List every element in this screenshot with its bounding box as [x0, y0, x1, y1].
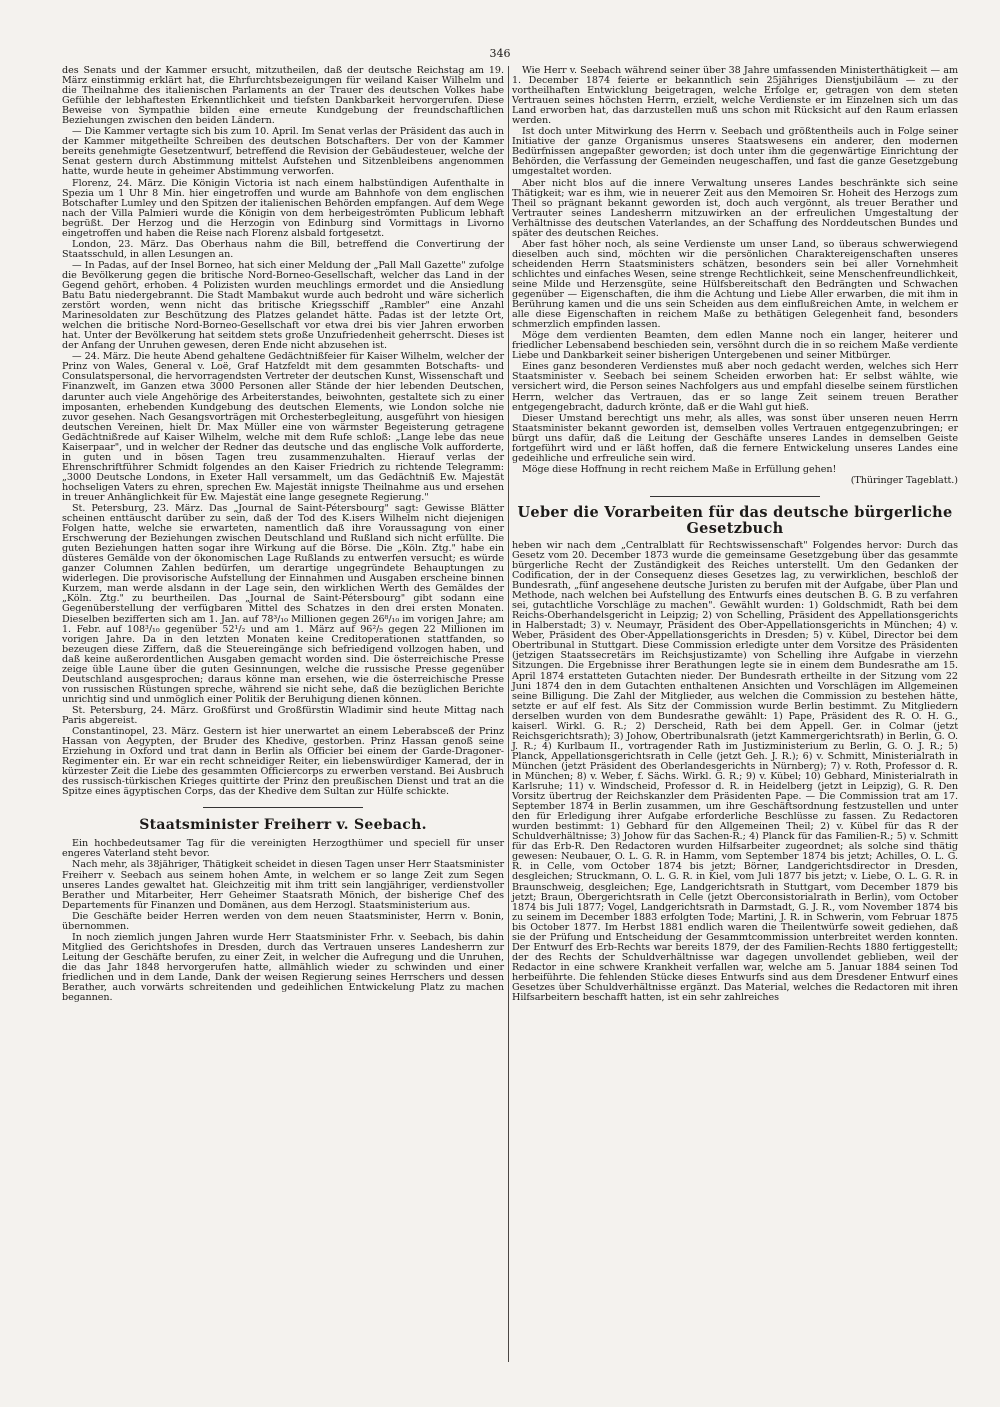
article-headline: Ueber die Vorarbeiten für das deutsche bürgerliche Gesetzbuch [517, 503, 953, 537]
article-paragraph: heben wir nach dem „Centralblatt für Rechtswissenschaft" Folgendes hervor: Durch das Gesetz vom 20. December 1873 wurde die gemeinsame Gesetzgebung über das gesammte bürgerliche Recht der Zuständigkeit des Reiches unterstellt. Um den Gedanken der Codification, der in der Consequenz dieses Gesetzes lag, zu verwirklichen, beschloß der Bundesrath, „fünf angesehene deutsche Juristen zu berufen mit der Aufgabe, über Plan und Methode, nach welchen bei Aufstellung des Entwurfs eines deutschen B. G. B zu verfahren sei, gutachtliche Vorschläge zu machen". Gewählt wurden: 1) Goldschmidt, Rath bei dem Reichs-Oberhandelsgericht in Leipzig; 2) von Schelling, Präsident des Appellationsgerichts in Halberstadt; 3) v. Neumayr, Präsident des Ober-Appellationsgerichts in München; 4) v. Weber, Präsident des Ober-Appellationsgerichts in Dresden; 5) v. Kübel, Director bei dem Obertribunal in Stuttgart. Diese Commission erledigte unter dem Vorsitze des Präsidenten (jetzigen Staatssecretärs im Reichsjustizamte) von Schelling ihre Aufgabe in vierzehn Sitzungen. Die Ergebnisse ihrer Berathungen legte sie in einem dem Bundesrathe am 15. April 1874 erstatteten Gutachten nieder. Der Bundesrath ertheilte in der Sitzung vom 22 Juni 1874 den in dem Gutachten enthaltenen Ansichten und Vorschlägen im Allgemeinen seine Billigung. Die Zahl der Mitglieder, aus welchen die Commission zu bestehen hätte, setzte er auf elf fest. Als Sitz der Commission wurde Berlin bestimmt. Zu Mitgliedern derselben wurden von dem Bundesrathe gewählt: 1) Pape, Präsident des R. O. H. G., kaiserl. Wirkl. G. R.; 2) Derscheid, Rath bei dem Appell. Ger. in Colmar (jetzt Reichsgerichtsrath); 3) Johow, Obertribunalsrath (jetzt Kammergerichtsrath) in Berlin, G. O. J. R.; 4) Kurlbaum II., vortragender Rath im Justizministerium zu Berlin, G. O. J. R.; 5) Planck, Appellationsgerichtsrath in Celle (jetzt Geh. J. R.); 6) v. Schmitt, Ministerialrath in München (jetzt Präsident des Oberlandesgerichts in Nürnberg); 7) v. Roth, Professor d. R. in München; 8) v. Weber, f. Sächs. Wirkl. G. R.; 9) v. Kübel; 10) Gebhard, Ministerialrath in Karlsruhe; 11) v. Windscheid, Professor d. R. in Heidelberg (jetzt in Leipzig), G. R. Den Vorsitz übertrug der Reichskanzler dem Präsidenten Pape. — Die Commission trat am 17. September 1874 in Berlin zusammen, um ihre Geschäftsordnung festzustellen und unter den für Erledigung ihrer Aufgabe erforderliche Beschlüsse zu fassen. Zu Redactoren wurden bestimmt: 1) Gebhard für den Allgemeinen Theil; 2) v. Kübel für das R der Schuldverhältnisse; 3) Johow für das Sachen-R.; 4) Planck für das Familien-R.; 5) v. Schmitt für das Erb-R. Den Redactoren wurden Hilfsarbeiter zugeordnet; als solche sind thätig gewesen: Neubauer, O. L. G. R. in Hamm, vom September 1874 bis jetzt; Achilles, O. L. G. R. in Celle, vom October 1874 bis jetzt; Börner, Landgerichtsdirector in Dresden, desgleichen; Struckmann, O. L. G. R. in Kiel, vom Juli 1877 bis jetzt; v. Liebe, O. L. G. R. in Braunschweig, desgleichen; Ege, Landgerichtsrath in Stuttgart, vom December 1879 bis jetzt; Braun, Obergerichtsrath in Celle (jetzt Oberconsistorialrath in Berlin), vom October 1874 bis Juli 1877; Vogel, Landgerichtsrath in Darmstadt, G. J. R., vom November 1874 bis zu seinem im December 1883 erfolgten Tode; Martini, J. R. in Schwerin, vom Februar 1875 bis October 1877. Im Herbst 1881 endlich waren die Theilentwürfe soweit gediehen, daß sie der Prüfung und Entscheidung der Gesammtcommission unterbreitet werden konnten. Der Entwurf des Erb-Rechts war bereits 1879, der des Familien-Rechts 1880 fertiggestellt; der des Rechts der Schuldverhältnisse war dagegen unvollendet geblieben, weil der Redactor in eine schwere Krankheit verfallen war, welche am 5. Januar 1884 seinen Tod herbeiführte. Die fehlenden Stücke dieses Entwurfs sind aus dem Dresdener Entwurf eines Gesetzes über Schuldverhältnisse ergänzt. Das Material, welches die Redactoren mit ihren Hilfsarbeitern beschafft hatten, ist ein sehr zahlreiches [512, 539, 958, 1004]
news-paragraph: St. Petersburg, 24. März. Großfürst und Großfürstin Wladimir sind heute Mittag nach Paris abgereist. [62, 704, 504, 726]
page-number: 346 [489, 47, 511, 60]
source-credit: (Thüringer Tageblatt.) [850, 474, 958, 486]
news-paragraph: Florenz, 24. März. Die Königin Victoria ist nach einem halbstündigen Aufenthalte in Spezia um 1 Uhr 8 Min. hier eingetroffen und wurde am Bahnhofe von dem englischen Botschafter Lumley und den Spitzen der italienischen Behörden empfangen. Auf dem Wege nach der Villa Palmieri wurde die Königin von dem herbeigeströmten Publicum lebhaft begrüßt. Der Herzog und die Herzogin von Edinburg sind Vormittags in Livorno eingetroffen und haben die Reise nach Florenz alsbald fortgesetzt. [62, 177, 504, 239]
news-paragraph: St. Petersburg, 23. März. Das „Journal de Saint-Pétersbourg" sagt: Gewisse Blätter scheinen enttäuscht darüber zu sein, daß der Tod des K.isers Wilhelm nicht diejenigen Folgen hatte, welche sie erwarteten, namentlich daß ihre Voraussagung von einer Erschwerung der Beziehungen zwischen Deutschland und Rußland sich nicht erfüllte. Die guten Beziehungen hatten sogar ihre Wirkung auf die Börse. Die „Köln. Ztg." habe ein düsteres Gemälde von der ökonomischen Lage Rußlands zu entwerfen versucht; es würde ganzer Columnen Zahlen bedürfen, um derartige ungegründete Behauptungen zu widerlegen. Die provisorische Aufstellung der Einnahmen und Ausgaben erscheine binnen Kurzem, man werde alsdann in der Lage sein, den wirklichen Werth des Gemäldes der „Köln. Ztg." zu beurtheilen. Das „Journal de Saint-Pétersbourg" gibt sodann eine Gegenüberstellung der verfügbaren Mittel des Schatzes in den drei ersten Monaten. Dieselben bezifferten sich am 1. Jan. auf 78³/₁₀ Millionen gegen 26⁸/₁₀ im vorigen Jahre; am 1. Febr. auf 108³/₁₀ gegenüber 52¹/₂ und am 1. März auf 96²/₅ gegen 22 Millionen im vorigen Jahre. Da in den letzten Monaten keine Creditoperationen stattfanden, so bezeugen diese Ziffern, daß die Steuereingänge sich befriedigend vollzogen haben, und daß keine außerordentlichen Ausgaben gemacht worden sind. Die österreichische Presse zeige üble Laune über die guten Gesinnungen, welche die russische Presse gegenüber Deutschland ausgesprochen; daraus könne man ersehen, wie die österreichische Presse von russischen Rüstungen spreche, während sie nicht sehe, daß die bezüglichen Berichte unrichtig sind und unmöglich einer Politik der Beruhigung dienen können. [62, 503, 504, 705]
article-paragraph: Eines ganz besonderen Verdienstes muß aber noch gedacht werden, welches sich Herr Staatsminister v. Seebach bei seinem Scheiden erworben hat: Er selbst wählte, wie versichert wird, die Person seines Nachfolgers aus und empfahl dieselbe seinem fürstlichen Herrn, welcher das Vertrauen, das er so lange Zeit seinem treuen Berather entgegengebracht, dadurch krönte, daß er die Wahl gut hieß. [512, 361, 958, 413]
article-paragraph: Möge diese Hoffnung in recht reichem Maße in Erfüllung gehen! [522, 463, 837, 475]
news-paragraph: — In Padas, auf der Insel Borneo, hat sich einer Meldung der „Pall Mall Gazette" zufolge die Bevölkerung gegen die britische Nord-Borneo-Gesellschaft, welcher das Land in der Gegend gehört, erhoben. 4 Polizisten wurden meuchlings ermordet und die Ansiedlung Batu Batu niedergebrannt. Die Stadt Mambakut wurde auch bedroht und wäre sicherlich zerstört worden, wenn nicht das britische Kriegsschiff „Rambler" eine Anzahl Marinesoldaten zur Beschützung des Platzes gelandet hätte. Padas ist der letzte Ort, welchen die britische Nord-Borneo-Gesellschaft vor etwa drei bis vier Jahren erworben hat. Unter der Bevölkerung hat seitdem stets große Unzufriedenheit geherrscht. Dieses ist der Anfang der Unruhen gewesen, deren Ende nicht abzusehen ist. [62, 259, 504, 352]
article-paragraph: Nach mehr, als 38jähriger, Thätigkeit scheidet in diesen Tagen unser Herr Staatsminister Freiherr v. Seebach aus seinem hohen Amte, in welchem er so lange Zeit zum Segen unseres Landes gewaltet hat. Gleichzeitig mit ihm tritt sein langjähriger, verdienstvoller Berather und Mitarbeiter, Herr Geheimer Staatsrath Mönich, der bisherige Chef des Departements für Finanzen und Domänen, aus dem Herzogl. Staatsministerium aus. [62, 859, 505, 911]
article-paragraph: Möge dem verdienten Beamten, dem edlen Manne noch ein langer, heiterer und friedlicher Lebensabend beschieden sein, versöhnt durch die in so reichem Maße verdiente Liebe und Dankbarkeit seiner bisherigen Untergebenen und seiner Mitbürger. [512, 330, 958, 362]
article-paragraph: Ein hochbedeutsamer Tag für die vereinigten Herzogthümer und speciell für unser engeres Vaterland steht bevor. [62, 838, 504, 860]
article-paragraph: Ist doch unter Mitwirkung des Herrn v. Seebach und größtentheils auch in Folge seiner Initiative der ganze Organismus unseres Staatswesens ein anderer, den modernen Bedürfnissen angepaßter geworden; ist doch unter ihm die gegenwärtige Einrichtung der Behörden, die Verfassung der Gemeinden neugeschaffen, und fast die ganze Gesetzgebung umgestaltet worden. [512, 126, 958, 178]
column-divider [508, 66, 509, 1362]
news-paragraph: — 24. März. Die heute Abend gehaltene Gedächtnißfeier für Kaiser Wilhelm, welcher der Prinz von Wales, General v. Loë, Graf Hatzfeldt mit dem gesammten Botschafts- und Consulatspersonal, die hervorragendsten Vertreter der deutschen Kunst, Wissenschaft und Finanzwelt, im Ganzen etwa 3000 Personen aller Stände der hier lebenden Deutschen, darunter auch viele Angehörige des Arbeiterstandes, beiwohnten, gestaltete sich zu einer imposanten, erhebenden Kundgebung des deutschen Elements, wie London solche nie zuvor gesehen. Nach Gesangsvorträgen mit Orchesterbegleitung, ausgeführt von hiesigen deutschen Vereinen, hielt Dr. Max Müller eine von wärmster Begeisterung getragene Gedächtnißrede auf Kaiser Wilhelm, welche mit dem Rufe schloß: „Lange lebe das neue Kaiserpaar", und in welcher der Redner das deutsche und das englische Volk aufforderte, in guten und in bösen Tagen treu zusammenzuhalten. Hierauf verlas der Ehrenschriftführer Schmidt folgendes an den Kaiser Friedrich zu richtende Telegramm: „3000 Deutsche Londons, in Exeter Hall versammelt, um das Gedächtniß Ew. Majestät hochseligen Vaters zu ehren, sprechen Ew. Majestät innigste Theilnahme aus und ersehen in treuer Anhänglichkeit für Ew. Majestät eine lange gesegnete Regierung." [62, 351, 504, 503]
article-paragraph: In noch ziemlich jungen Jahren wurde Herr Staatsminister Frhr. v. Seebach, bis dahin Mitglied des Gerichtshofes in Dresden, durch das Vertrauen unseres Landesherrn zur Leitung der Geschäfte berufen, zu einer Zeit, in welcher die Aufregung und die Unruhen, die das Jahr 1848 hervorgerufen hatte, allmählich wieder zu schwinden und einer friedlichen und in dem Lande, Dank der weisen Regierung seines Herrschers und dessen Berather, auch vorwärts schreitenden und gedeihlichen Entwickelung Platz zu machen begannen. [62, 931, 504, 1004]
news-paragraph: des Senats und der Kammer ersucht, mitzutheilen, daß der deutsche Reichstag am 19. März einstimmig erklärt hat, die Ehrfurchtsbezeigungen für weiland Kaiser Wilhelm und die Theilnahme des italienischen Parlaments an der Trauer des deutschen Volkes habe Gefühle der lebhaftesten Erkenntlichkeit und tiefsten Dankbarkeit hervorgerufen. Diese Beweise von Sympathie bilden eine erneute Kundgebung der freundschaftlichen Beziehungen zwischen den beiden Ländern. [62, 65, 504, 127]
article-paragraph: Aber nicht blos auf die innere Verwaltung unseres Landes beschränkte sich seine Thätigkeit; war es ihm, wie in neuerer Zeit aus den Memoiren Sr. Hoheit des Herzogs zum Theil so prägnant bekannt geworden ist, doch auch vergönnt, als treuer Berather und Vertrauter seines Landesherrn mitzuwirken an der erfreulichen Umgestaltung der Verhältnisse des deutschen Vaterlandes, an der Schaffung des Norddeutschen Bundes und später des deutschen Reiches. [512, 177, 958, 239]
news-paragraph: Constantinopel, 23. März. Gestern ist hier unerwartet an einem Leberabsceß der Prinz Hassan von Aegypten, der Bruder des Khedive, gestorben. Prinz Hassan genoß seine Erziehung in Oxford und trat dann in Berlin als Officier bei einem der Garde-Dragoner-Regimenter ein. Er war ein recht schneidiger Reiter, ein liebenswürdiger Kamerad, der in kürzester Zeit die Liebe des gesammten Officiercorps zu erwerben verstand. Bei Ausbruch des russisch-türkischen Krieges quittirte der Prinz den preußischen Dienst und trat an die Spitze eines ägyptischen Corps, das der Khedive dem Sultan zur Hülfe schickte. [62, 726, 504, 798]
section-divider [203, 807, 363, 808]
right-column [512, 66, 958, 1004]
news-paragraph: — Die Kammer vertagte sich bis zum 10. April. Im Senat verlas der Präsident das auch in der Kammer mitgetheilte Schreiben des deutschen Botschafters. Der von der Kammer bereits genehmigte Gesetzentwurf, betreffend die Revision der Gebäudesteuer, welche der Senat gestern durch Abstimmung mittelst Aufstehen und Sitzenbleibens angenommen hatte, wurde heute in geheimer Abstimmung verworfen. [62, 126, 504, 178]
news-paragraph: London, 23. März. Das Oberhaus nahm die Bill, betreffend die Convertirung der Staatsschuld, in allen Lesungen an. [62, 238, 504, 260]
article-paragraph: Wie Herr v. Seebach während seiner über 38 Jahre umfassenden Ministerthätigkeit — am 1. December 1874 feierte er bekanntlich sein 25jähriges Dienstjubiläum — zu der vortheilhaften Entwicklung beigetragen, welche Erfolge er, getragen von dem steten Vertrauen seines höchsten Herrn, erzielt, welche Verdienste er im Einzelnen sich um das Land erworben hat, das darzustellen muß uns schon mit Rücksicht auf den Raum erlassen werden. [512, 65, 958, 127]
article-paragraph: Aber fast höher noch, als seine Verdienste um unser Land, so überaus schwerwiegend dieselben auch sind, möchten wir die persönlichen Charaktereigenschaften unseres scheidenden Herrn Staatsministers schätzen, besonders sein bei aller Vornehmheit schlichtes und einfaches Wesen, seine strenge Rechtlichkeit, seine Menschenfreundlichkeit, seine Milde und Herzensgüte, seine Hülfsbereitschaft den Bedrängten und Schwachen gegenüber — Eigenschaften, die ihm die Achtung und Liebe Aller erwarben, die mit ihm in Berührung kamen und die uns sein Scheiden aus dem einflußreichen Amte, in welchem er alle diese Eigenschaften in reichem Maße zu bethätigen Gelegenheit fand, besonders schmerzlich empfinden lassen. [512, 238, 958, 331]
article-paragraph: Dieser Umstand berechtigt uns mehr, als alles, was sonst über unseren neuen Herrn Staatsminister bekannt geworden ist, demselben volles Vertrauen entgegenzubringen; er bürgt uns dafür, daß die Leitung der Geschäfte unseres Landes in demselben Geiste fortgeführt wird und er läßt hoffen, daß die fernere Entwickelung unseres Landes eine gedeihliche und erfreuliche sein wird. [512, 412, 958, 464]
left-column [62, 66, 504, 1004]
section-divider [650, 496, 820, 497]
article-paragraph: Die Geschäfte beider Herren werden von dem neuen Staatsminister, Herrn v. Bonin, übernommen. [62, 910, 504, 932]
article-headline: Staatsminister Freiherr v. Seebach. [139, 817, 427, 834]
